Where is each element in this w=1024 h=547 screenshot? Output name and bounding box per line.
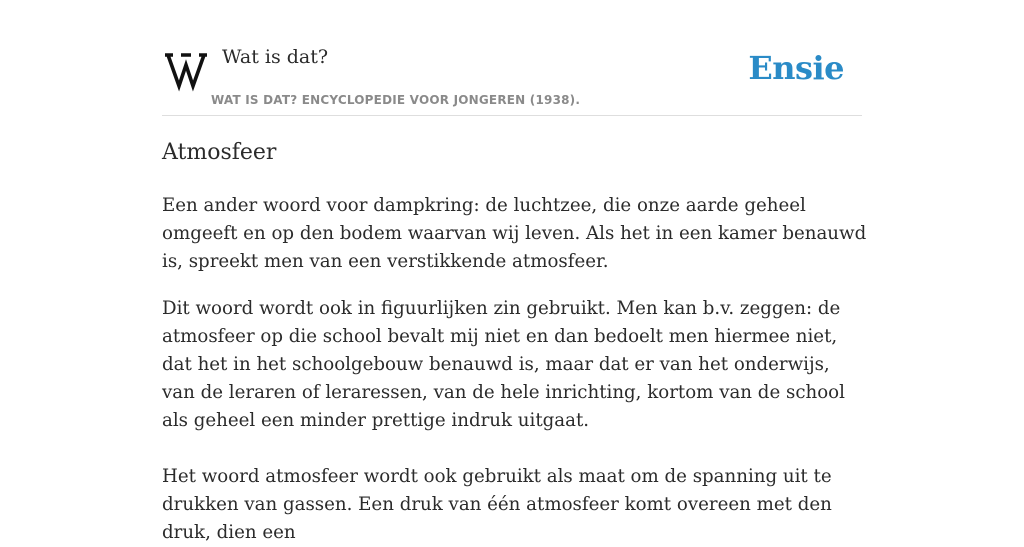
- source-title[interactable]: Wat is dat?: [222, 46, 329, 68]
- source-header: [162, 0, 862, 116]
- article-body: [162, 192, 867, 547]
- source-subtitle[interactable]: WAT IS DAT? ENCYCLOPEDIE VOOR JONGEREN (1938).: [211, 93, 581, 107]
- article-paragraph: Een ander woord voor dampkring: de luchtzee, die onze aarde geheel omgeeft en op den bodem waarvan wij leven. Als het in een kamer benauwd is, spreekt men van een verstikkende atmosfeer.: [162, 195, 867, 272]
- wikipedia-w-icon[interactable]: [164, 50, 208, 90]
- article-title: Atmosfeer: [162, 140, 277, 165]
- article-paragraph: Het woord atmosfeer wordt ook gebruikt als maat om de spanning uit te drukken van gassen. Een druk van één atmosfeer komt overeen met den druk, dien een: [162, 466, 832, 543]
- brand-logo[interactable]: Ensie: [748, 49, 844, 87]
- page: [162, 0, 867, 543]
- article-paragraph: Dit woord wordt ook in figuurlijken zin gebruikt. Men kan b.v. zeggen: de atmosfeer op die school bevalt mij niet en dan bedoelt men hiermee niet, dat het in het schoolgebouw benauwd is, maar dat er van het onderwijs, van de leraren of leraressen, van de hele inrichting, kortom van de school als geheel een minder prettige indruk uitgaat.: [162, 298, 845, 431]
